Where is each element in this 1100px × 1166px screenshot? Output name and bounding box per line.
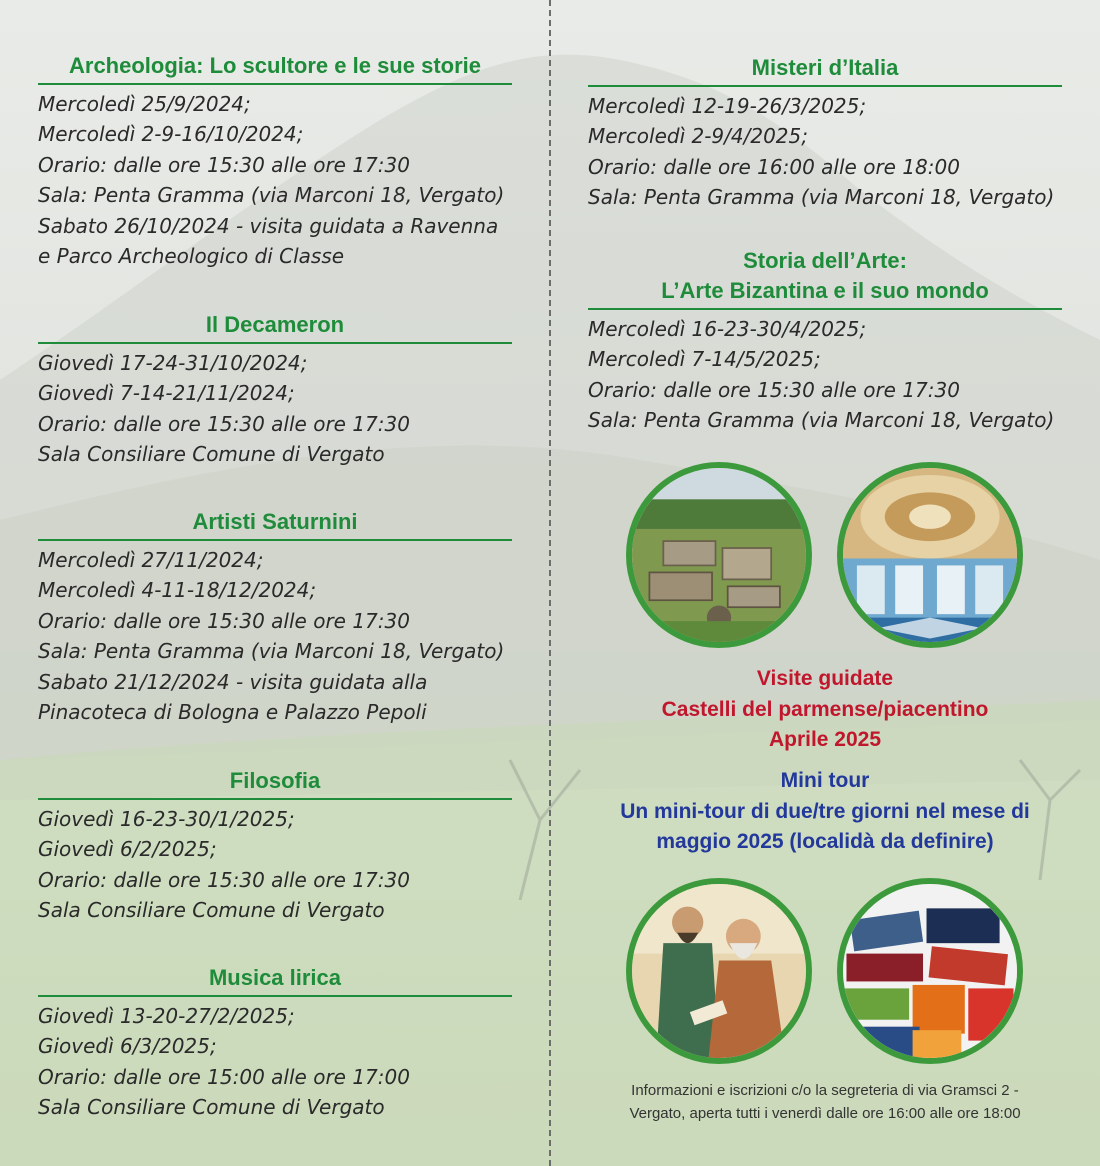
visite-subtitle: Castelli del parmense/piacentino <box>661 697 989 721</box>
section-title: Il Decameron <box>38 310 512 344</box>
schedule-line: Orario: dalle ore 16:00 alle ore 18:00 <box>588 154 960 179</box>
mini-tour-desc: maggio 2025 (localidà da definire) <box>656 830 994 853</box>
schedule-line: Orario: dalle ore 15:30 alle ore 17:30 <box>38 411 410 436</box>
mini-tour-title: Mini tour <box>780 769 870 792</box>
schedule-line: Sala: Penta Gramma (via Marconi 18, Vergato) <box>38 639 505 664</box>
schedule-line: Giovedì 17-24-31/10/2024; <box>38 351 308 375</box>
schedule-line: Mercoledì 25/9/2024; <box>38 92 251 116</box>
schedule-line: Orario: dalle ore 15:30 alle ore 17:30 <box>588 377 960 402</box>
fold-divider <box>549 0 551 1166</box>
schedule-line: Mercoledì 27/11/2024; <box>38 548 264 572</box>
schedule-line: Giovedì 7-14-21/11/2024; <box>38 381 295 406</box>
section-title-line: Storia dell’Arte: <box>743 248 907 273</box>
section-title: Archeologia: Lo scultore e le sue storie <box>38 51 512 85</box>
archaeological-ruins-photo <box>626 462 812 648</box>
schedule-line: Giovedì 6/2/2025; <box>38 837 217 862</box>
schedule-line: Sala: Penta Gramma (via Marconi 18, Vergato) <box>588 408 1055 433</box>
baroque-ceiling-photo <box>837 462 1023 648</box>
section-musica-lirica <box>38 963 512 1123</box>
schedule-line: Giovedì 16-23-30/1/2025; <box>38 807 295 831</box>
visite-guidate-block <box>590 664 1060 756</box>
schedule-line: Sala Consiliare Comune di Vergato <box>38 898 385 923</box>
schedule-line: Mercoledì 16-23-30/4/2025; <box>588 317 867 341</box>
section-title: Misteri d’Italia <box>588 53 1062 87</box>
schedule-line: e Parco Archeologico di Classe <box>38 244 345 269</box>
visite-date: Aprile 2025 <box>768 728 882 751</box>
schedule-line: Orario: dalle ore 15:30 alle ore 17:30 <box>38 608 410 633</box>
schedule-line: Giovedì 6/3/2025; <box>38 1034 217 1059</box>
schedule-line: Sabato 21/12/2024 - visita guidata alla <box>38 669 428 694</box>
section-title: Filosofia <box>38 766 512 800</box>
section-artisti-saturnini <box>38 507 512 727</box>
philosophers-painting <box>626 878 812 1064</box>
schedule-line: Mercoledì 12-19-26/3/2025; <box>588 94 867 118</box>
schedule-line: Giovedì 13-20-27/2/2025; <box>38 1004 295 1028</box>
books-photo <box>837 878 1023 1064</box>
section-storia-arte <box>588 246 1062 436</box>
schedule-line: Orario: dalle ore 15:00 alle ore 17:00 <box>38 1064 410 1089</box>
section-archeologia <box>38 51 512 271</box>
schedule-line: Sala Consiliare Comune di Vergato <box>38 442 385 467</box>
schedule-line: Mercoledì 7-14/5/2025; <box>588 347 821 372</box>
section-decameron <box>38 310 512 470</box>
schedule-line: Sala: Penta Gramma (via Marconi 18, Vergato) <box>588 185 1055 210</box>
schedule-line: Pinacoteca di Bologna e Palazzo Pepoli <box>38 700 427 725</box>
schedule-line: Orario: dalle ore 15:30 alle ore 17:30 <box>38 867 410 892</box>
section-title-line: L’Arte Bizantina e il suo mondo <box>661 278 989 303</box>
section-title: Artisti Saturnini <box>38 507 512 541</box>
section-misteri-italia <box>588 53 1062 213</box>
schedule-line: Orario: dalle ore 15:30 alle ore 17:30 <box>38 152 410 177</box>
section-title: Musica lirica <box>38 963 512 997</box>
visite-title: Visite guidate <box>756 667 894 690</box>
schedule-line: Mercoledì 2-9/4/2025; <box>588 124 808 149</box>
info-line: Informazioni e iscrizioni c/o la segreteria di via Gramsci 2 - <box>631 1082 1019 1099</box>
schedule-line: Mercoledì 4-11-18/12/2024; <box>38 578 317 603</box>
mini-tour-desc: Un mini-tour di due/tre giorni nel mese di <box>620 799 1030 823</box>
schedule-line: Mercoledì 2-9-16/10/2024; <box>38 122 304 147</box>
info-footer <box>590 1079 1060 1125</box>
schedule-line: Sabato 26/10/2024 - visita guidata a Ravenna <box>38 213 499 238</box>
info-line: Vergato, aperta tutti i venerdì dalle ore 16:00 alle ore 18:00 <box>629 1105 1021 1122</box>
mini-tour-block <box>590 766 1060 858</box>
section-title <box>588 246 1062 310</box>
section-filosofia <box>38 766 512 926</box>
schedule-line: Sala Consiliare Comune di Vergato <box>38 1095 385 1120</box>
schedule-line: Sala: Penta Gramma (via Marconi 18, Vergato) <box>38 183 505 208</box>
